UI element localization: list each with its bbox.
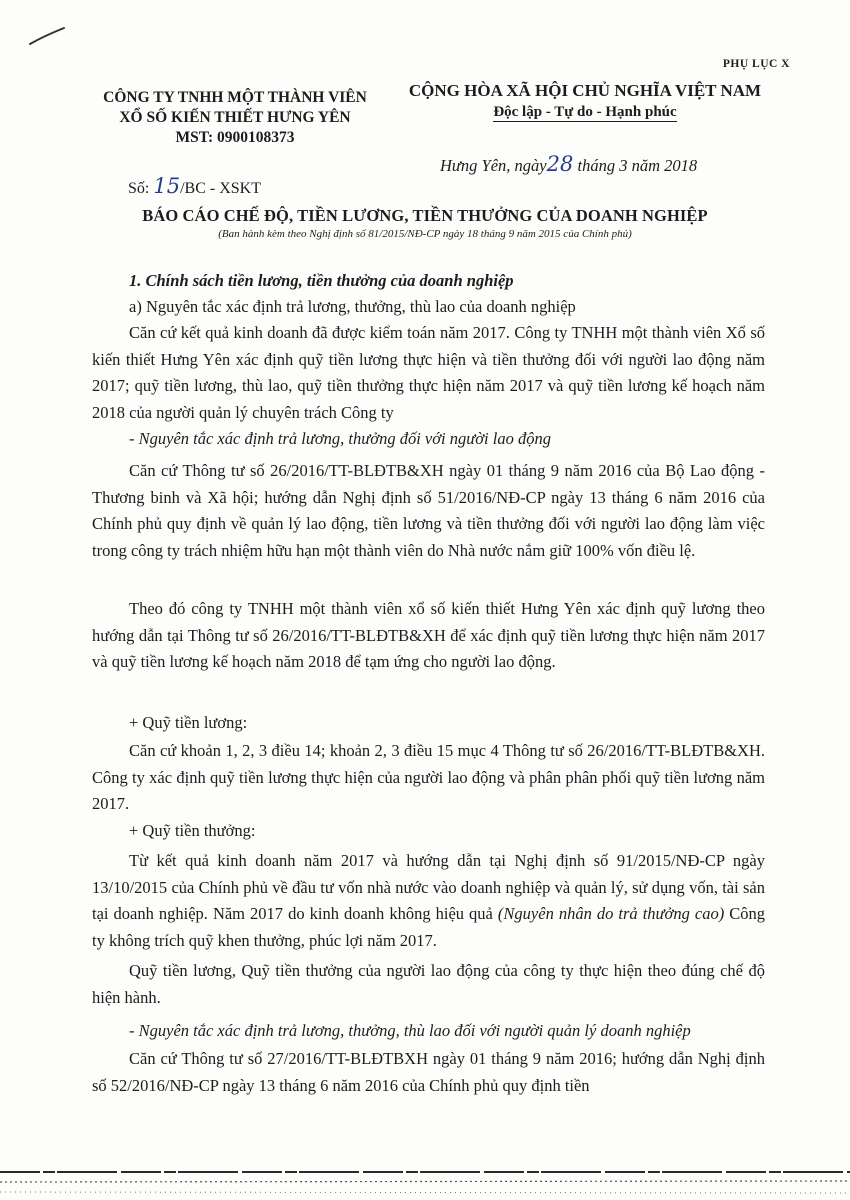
bullet-bonus-fund: + Quỹ tiền thưởng: bbox=[129, 821, 256, 840]
motto: Độc lập - Tự do - Hạnh phúc bbox=[493, 104, 677, 120]
paragraph-5-italic-note: (Nguyên nhân do trả thưởng cao) bbox=[497, 904, 725, 923]
pen-stroke-mark bbox=[28, 24, 68, 48]
document-title: BÁO CÁO CHẾ ĐỘ, TIỀN LƯƠNG, TIỀN THƯỞNG CỦA DOANH NGHIỆP bbox=[142, 206, 708, 225]
tax-code: MST: 0900108373 bbox=[175, 129, 295, 146]
national-header bbox=[400, 80, 770, 122]
paragraph-7: Căn cứ Thông tư số 27/2016/TT-BLĐTBXH ngày 01 tháng 9 năm 2016; hướng dẫn Nghị định số 52/2016/NĐ-CP ngày 13 tháng 6 năm 2016 của Chính phủ quy định tiền bbox=[92, 1049, 765, 1095]
paragraph-6: Quỹ tiền lương, Quỹ tiền thưởng của người lao động của công ty thực hiện theo đúng chế độ hiện hành. bbox=[92, 961, 765, 1007]
paragraph-1: Căn cứ kết quả kinh doanh đã được kiểm toán năm 2017. Công ty TNHH một thành viên Xổ số kiến thiết Hưng Yên xác định quỹ tiền lương thực hiện và tiền thưởng đối với người lao động năm 2017; quỹ tiền lương, thù lao, quỹ tiền thưởng thực hiện năm 2017 và quỹ tiền lương kế hoạch năm 2018 của người quản lý chuyên trách Công ty bbox=[92, 323, 765, 422]
company-name-line1: CÔNG TY TNHH MỘT THÀNH VIÊN bbox=[103, 89, 367, 106]
sub-heading-workers: - Nguyên tắc xác định trả lương, thưởng đối với người lao động bbox=[129, 429, 551, 448]
nation-title: CỘNG HÒA XÃ HỘI CHỦ NGHĨA VIỆT NAM bbox=[408, 81, 762, 100]
item-a: a) Nguyên tắc xác định trả lương, thưởng, thù lao của doanh nghiệp bbox=[129, 297, 576, 316]
handwritten-day: 28 bbox=[546, 152, 574, 176]
paragraph-2: Căn cứ Thông tư số 26/2016/TT-BLĐTB&XH ngày 01 tháng 9 năm 2016 của Bộ Lao động - Thương binh và Xã hội; hướng dẫn Nghị định số 51/2016/NĐ-CP ngày 13 tháng 6 năm 2016 của Chính phủ quy định về quản lý lao động, tiền lương và tiền thưởng đối với người lao động làm việc trong công ty trách nhiệm hữu hạn một thành viên do Nhà nước nắm giữ 100% vốn điều lệ. bbox=[92, 461, 765, 560]
place-and-date: Hưng Yên, ngày28 tháng 3 năm 2018 bbox=[440, 152, 698, 176]
section-1-heading: 1. Chính sách tiền lương, tiền thưởng của doanh nghiệp bbox=[129, 271, 514, 290]
paragraph-3: Theo đó công ty TNHH một thành viên xổ số kiến thiết Hưng Yên xác định quỹ lương theo hướng dẫn tại Thông tư số 26/2016/TT-BLĐTB&XH để xác định quỹ tiền lương thực hiện năm 2017 và quỹ tiền lương kế hoạch năm 2018 để tạm ứng cho người lao động. bbox=[92, 599, 765, 671]
paragraph-4: Căn cứ khoản 1, 2, 3 điều 14; khoản 2, 3 điều 15 mục 4 Thông tư số 26/2016/TT-BLĐTB&XH. Công ty xác định quỹ tiền lương thực hiện của người lao động và phân phân phối quỹ tiền lương năm 2017. bbox=[92, 741, 765, 813]
handwritten-number: 15 bbox=[153, 174, 181, 198]
company-header bbox=[82, 88, 388, 148]
sub-heading-managers: - Nguyên tắc xác định trả lương, thưởng, thù lao đối với người quản lý doanh nghiệp bbox=[129, 1021, 691, 1040]
document-number: Số: 15/BC - XSKT bbox=[128, 174, 261, 198]
bullet-salary-fund: + Quỹ tiền lương: bbox=[129, 713, 248, 732]
document-subtitle: (Ban hành kèm theo Nghị định số 81/2015/NĐ-CP ngày 18 tháng 9 năm 2015 của Chính phủ) bbox=[218, 228, 632, 240]
scan-edge-artifact bbox=[0, 1168, 850, 1200]
appendix-label: PHỤ LỤC X bbox=[722, 58, 790, 70]
paragraph-5: Từ kết quả kinh doanh năm 2017 và hướng dẫn tại Nghị định số 91/2015/NĐ-CP ngày 13/10/2015 của Chính phủ về đầu tư vốn nhà nước vào doanh nghiệp và quản lý, sử dụng vốn, tài sản tại doanh nghiệp. Năm 2017 do kinh doanh không hiệu quả (Nguyên nhân do trả thưởng cao) Công ty không trích quỹ khen thưởng, phúc lợi năm 2017. bbox=[92, 851, 765, 950]
company-name-line2: XỔ SỐ KIẾN THIẾT HƯNG YÊN bbox=[119, 109, 351, 126]
